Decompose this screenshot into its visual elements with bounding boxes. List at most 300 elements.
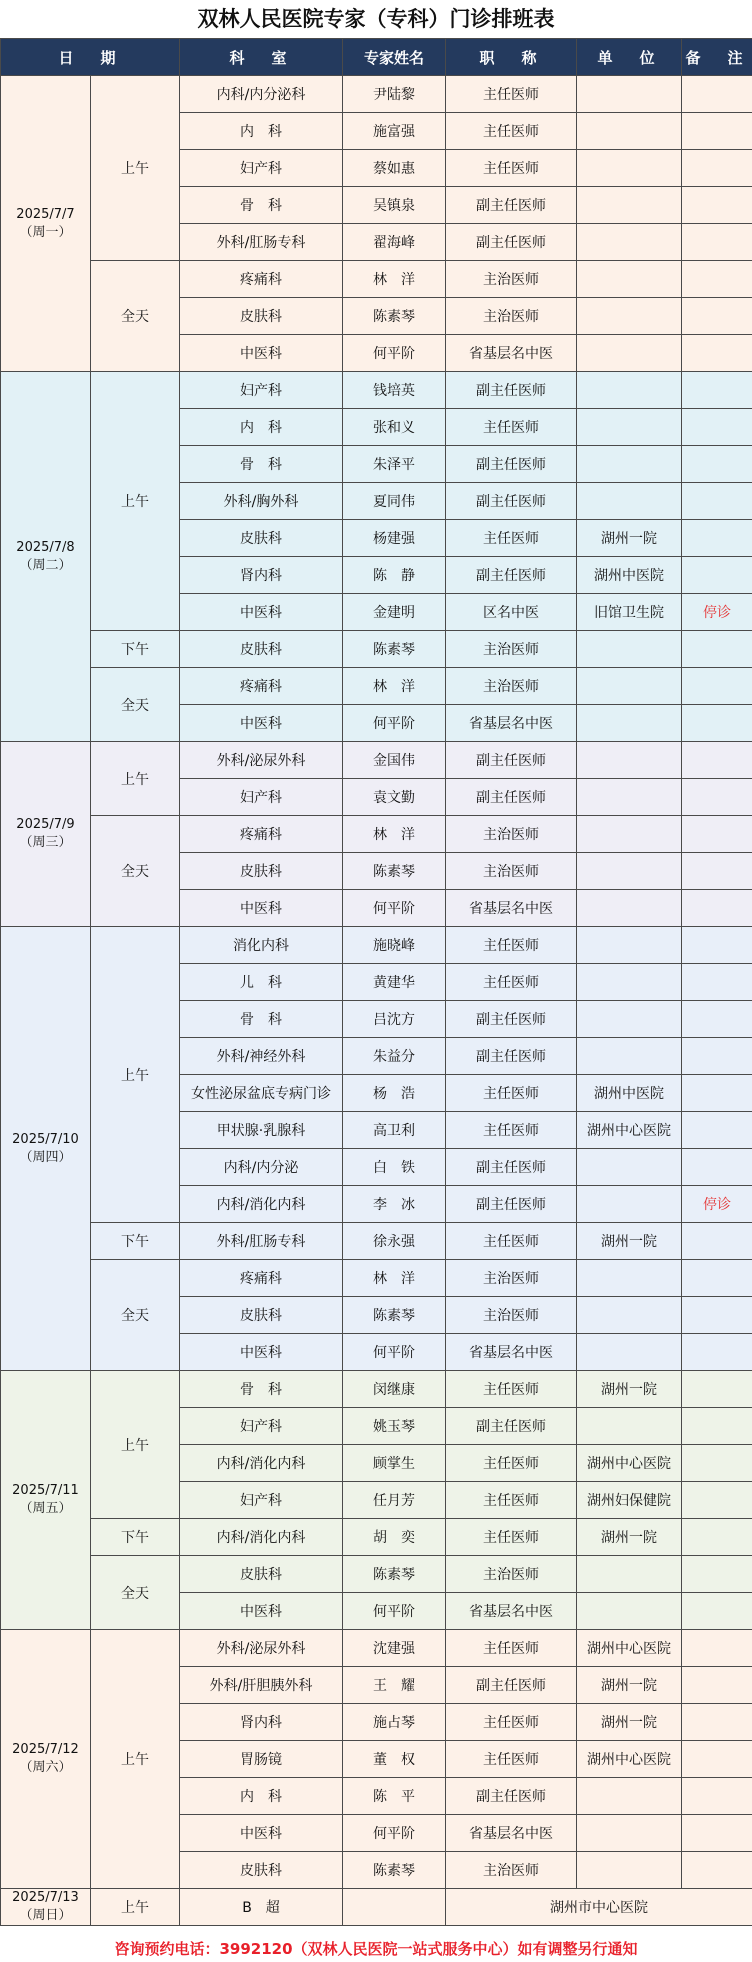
dept-cell: 肾内科 [180,1704,343,1741]
title-cell: 主任医师 [446,1075,577,1112]
dept-cell: 骨 科 [180,1001,343,1038]
dept-cell: 中医科 [180,1815,343,1852]
title-cell: 主任医师 [446,76,577,113]
title-cell: 主治医师 [446,1556,577,1593]
remark-cell [682,1704,752,1741]
title-cell: 主任医师 [446,520,577,557]
title-cell: 省基层名中医 [446,1815,577,1852]
unit-cell [577,1334,682,1371]
name-cell: 林 洋 [343,1260,446,1297]
remark-cell [682,224,752,261]
remark-cell [682,890,752,927]
name-cell: 沈建强 [343,1630,446,1667]
unit-cell [577,150,682,187]
title-cell: 副主任医师 [446,483,577,520]
dept-cell: 疼痛科 [180,668,343,705]
dept-cell: 皮肤科 [180,298,343,335]
remark-cell [682,1297,752,1334]
name-cell: 林 洋 [343,816,446,853]
date-cell [1,1889,91,1926]
title-cell: 主治医师 [446,298,577,335]
dept-cell: 外科/肛肠专科 [180,1223,343,1260]
dept-cell: 皮肤科 [180,1556,343,1593]
dept-cell: 疼痛科 [180,1260,343,1297]
remark-cell [682,964,752,1001]
unit-cell [577,816,682,853]
unit-cell [577,927,682,964]
weekday-value: （周日） [19,1908,72,1923]
title-cell: 副主任医师 [446,1186,577,1223]
dept-cell: 皮肤科 [180,631,343,668]
weekday-value: （周四） [19,1149,72,1165]
unit-cell [577,1556,682,1593]
date-value: 2025/7/7 [16,206,75,222]
name-cell: 蔡如惠 [343,150,446,187]
title-cell: 区名中医 [446,594,577,631]
dept-cell: 内科/消化内科 [180,1519,343,1556]
remark-cell [682,1223,752,1260]
dept-cell: 内 科 [180,409,343,446]
unit-cell: 湖州一院 [577,1667,682,1704]
date-cell [1,1630,91,1889]
name-cell: 金建明 [343,594,446,631]
schedule-table [0,38,752,1926]
name-cell: 尹陆黎 [343,76,446,113]
dept-cell: 外科/泌尿外科 [180,1630,343,1667]
name-cell: 陈素琴 [343,1297,446,1334]
date-value: 2025/7/8 [16,539,75,555]
dept-cell: 外科/神经外科 [180,1038,343,1075]
dept-cell: 中医科 [180,705,343,742]
title-cell: 副主任医师 [446,224,577,261]
dept-cell: 妇产科 [180,372,343,409]
dept-cell: 中医科 [180,1334,343,1371]
dept-cell: 内 科 [180,113,343,150]
remark-cell [682,1075,752,1112]
period-cell: 上午 [91,372,180,631]
unit-cell [577,187,682,224]
table-row [1,372,752,409]
title-cell: 副主任医师 [446,1778,577,1815]
unit-cell [577,1593,682,1630]
unit-cell [577,409,682,446]
table-row [1,927,752,964]
unit-cell [577,1260,682,1297]
dept-cell: 消化内科 [180,927,343,964]
weekday-value: （周一） [19,224,72,240]
name-cell: 闵继康 [343,1371,446,1408]
remark-cell [682,1334,752,1371]
dept-cell: 中医科 [180,890,343,927]
period-cell: 下午 [91,1519,180,1556]
table-row [1,1260,752,1297]
remark-cell [682,1408,752,1445]
title-cell: 副主任医师 [446,1038,577,1075]
unit-cell [577,890,682,927]
dept-cell: 妇产科 [180,1408,343,1445]
remark-cell [682,927,752,964]
name-cell: 陈素琴 [343,631,446,668]
title-cell: 副主任医师 [446,557,577,594]
period-cell: 上午 [91,1889,180,1926]
period-cell: 全天 [91,1260,180,1371]
remark-cell [682,76,752,113]
unit-cell [577,742,682,779]
name-cell: 白 铁 [343,1149,446,1186]
name-cell: 陈素琴 [343,1852,446,1889]
title-cell: 主治医师 [446,853,577,890]
date-value: 2025/7/11 [12,1483,79,1498]
name-cell: 翟海峰 [343,224,446,261]
name-cell: 杨 浩 [343,1075,446,1112]
name-cell: 徐永强 [343,1223,446,1260]
remark-cell [682,1371,752,1408]
unit-cell [577,113,682,150]
date-value: 2025/7/9 [16,817,75,832]
title-cell: 副主任医师 [446,1001,577,1038]
weekday-value: （周五） [19,1501,72,1516]
name-cell: 姚玉琴 [343,1408,446,1445]
dept-cell: 中医科 [180,1593,343,1630]
name-cell: 陈 静 [343,557,446,594]
footer-contact: 咨询预约电话：3992120（双林人民医院一站式服务中心）如有调整另行通知 [114,1940,638,1958]
period-cell: 下午 [91,631,180,668]
name-cell: 胡 奕 [343,1519,446,1556]
dept-cell: 中医科 [180,594,343,631]
table-row [1,1519,752,1556]
dept-cell: 骨 科 [180,187,343,224]
remark-cell [682,1038,752,1075]
header-unit: 单 位 [577,39,682,76]
dept-cell: 疼痛科 [180,261,343,298]
title-cell: 主任医师 [446,1519,577,1556]
unit-cell: 湖州中医院 [577,557,682,594]
name-cell: 林 洋 [343,261,446,298]
unit-cell [577,631,682,668]
table-row [1,261,752,298]
dept-cell: 胃肠镜 [180,1741,343,1778]
name-cell: 高卫利 [343,1112,446,1149]
unit-cell [577,372,682,409]
remark-cell [682,631,752,668]
remark-cell [682,742,752,779]
name-cell: 何平阶 [343,1334,446,1371]
title-cell: 副主任医师 [446,779,577,816]
remark-cell [682,1260,752,1297]
table-row [1,742,752,779]
unit-cell: 湖州中心医院 [577,1112,682,1149]
remark-cell: 停诊 [682,594,752,631]
title-cell: 主治医师 [446,1297,577,1334]
period-cell: 下午 [91,1223,180,1260]
title-cell: 主治医师 [446,631,577,668]
title-cell: 主任医师 [446,409,577,446]
name-cell [343,1889,446,1926]
remark-cell [682,520,752,557]
remark-cell [682,187,752,224]
name-cell: 任月芳 [343,1482,446,1519]
remark-cell [682,1556,752,1593]
date-cell [1,742,91,927]
table-row [1,1371,752,1408]
table-row [1,76,752,113]
remark-cell [682,816,752,853]
title-cell: 省基层名中医 [446,1334,577,1371]
title-cell: 主任医师 [446,1704,577,1741]
remark-cell [682,335,752,372]
dept-cell: 骨 科 [180,446,343,483]
dept-cell: 内 科 [180,1778,343,1815]
dept-cell: 皮肤科 [180,853,343,890]
remark-cell [682,853,752,890]
table-row [1,1223,752,1260]
remark-cell [682,779,752,816]
dept-cell: 中医科 [180,335,343,372]
title-cell: 主任医师 [446,1371,577,1408]
table-row [1,631,752,668]
unit-cell: 湖州中心医院 [577,1741,682,1778]
remark-cell [682,1001,752,1038]
dept-cell: 疼痛科 [180,816,343,853]
dept-cell: 内科/内分泌科 [180,76,343,113]
remark-cell [682,446,752,483]
header-date: 日 期 [1,39,180,76]
remark-cell [682,1667,752,1704]
date-value: 2025/7/13 [12,1890,79,1905]
title-cell: 副主任医师 [446,1667,577,1704]
name-cell: 何平阶 [343,1593,446,1630]
date-cell [1,76,91,372]
dept-cell: 骨 科 [180,1371,343,1408]
name-cell: 陈素琴 [343,853,446,890]
remark-cell [682,409,752,446]
title-cell: 主治医师 [446,1260,577,1297]
unit-cell: 湖州中心医院 [577,1445,682,1482]
dept-cell: 肾内科 [180,557,343,594]
dept-cell: 外科/泌尿外科 [180,742,343,779]
remark-cell [682,372,752,409]
header-dept: 科 室 [180,39,343,76]
period-cell: 全天 [91,668,180,742]
remark-cell [682,1778,752,1815]
remark-cell [682,113,752,150]
dept-cell: 儿 科 [180,964,343,1001]
remark-cell [682,1741,752,1778]
table-row [1,816,752,853]
name-cell: 袁文勤 [343,779,446,816]
period-cell: 全天 [91,816,180,927]
title-cell: 副主任医师 [446,1408,577,1445]
name-cell: 杨建强 [343,520,446,557]
unit-cell [577,853,682,890]
header-title: 职 称 [446,39,577,76]
unit-cell [577,1408,682,1445]
unit-cell [577,483,682,520]
name-cell: 何平阶 [343,705,446,742]
weekday-value: （周三） [19,835,72,850]
header-name: 专家姓名 [343,39,446,76]
name-cell: 吕沈方 [343,1001,446,1038]
name-cell: 林 洋 [343,668,446,705]
name-cell: 何平阶 [343,335,446,372]
table-row [1,1630,752,1667]
dept-cell: 妇产科 [180,779,343,816]
unit-cell [577,1815,682,1852]
remark-cell [682,261,752,298]
name-cell: 夏同伟 [343,483,446,520]
period-cell: 上午 [91,1630,180,1889]
table-row [1,1889,752,1926]
date-value: 2025/7/10 [12,1131,79,1147]
name-cell: 张和义 [343,409,446,446]
date-cell [1,927,91,1371]
remark-cell: 停诊 [682,1186,752,1223]
unit-cell [577,1778,682,1815]
period-cell: 上午 [91,1371,180,1519]
unit-cell [577,446,682,483]
period-cell: 上午 [91,742,180,816]
unit-cell: 湖州妇保健院 [577,1482,682,1519]
date-cell [1,372,91,742]
title-cell: 主任医师 [446,964,577,1001]
unit-cell [577,964,682,1001]
title-cell: 副主任医师 [446,446,577,483]
name-cell: 施占琴 [343,1704,446,1741]
dept-cell: 甲状腺·乳腺科 [180,1112,343,1149]
remark-cell [682,705,752,742]
remark-cell [682,557,752,594]
unit-cell [577,1001,682,1038]
period-cell: 上午 [91,927,180,1223]
unit-cell: 湖州一院 [577,1519,682,1556]
remark-cell [682,1630,752,1667]
title-cell: 省基层名中医 [446,335,577,372]
title-cell: 主任医师 [446,1630,577,1667]
title-cell: 主任医师 [446,150,577,187]
header-row [1,39,752,76]
title-cell: 副主任医师 [446,1149,577,1186]
remark-cell [682,1852,752,1889]
name-cell: 何平阶 [343,890,446,927]
name-cell: 黄建华 [343,964,446,1001]
dept-cell: 皮肤科 [180,520,343,557]
dept-cell: 皮肤科 [180,1297,343,1334]
title-cell: 省基层名中医 [446,705,577,742]
remark-cell [682,150,752,187]
unit-cell: 湖州中医院 [577,1075,682,1112]
title-cell: 主治医师 [446,816,577,853]
title-cell: 主治医师 [446,1852,577,1889]
unit-cell [577,1297,682,1334]
unit-cell [577,76,682,113]
name-cell: 金国伟 [343,742,446,779]
title-cell: 主任医师 [446,113,577,150]
page-title: 双林人民医院专家（专科）门诊排班表 [197,7,555,31]
unit-cell: 湖州一院 [577,1704,682,1741]
dept-cell: 妇产科 [180,150,343,187]
title-cell: 主任医师 [446,1482,577,1519]
dept-cell: 外科/肝胆胰外科 [180,1667,343,1704]
dept-cell: 妇产科 [180,1482,343,1519]
table-row [1,1556,752,1593]
header-remark: 备 注 [682,39,752,76]
title-cell: 主任医师 [446,927,577,964]
period-cell: 全天 [91,261,180,372]
remark-cell [682,1593,752,1630]
remark-cell [682,1445,752,1482]
dept-cell: 内科/消化内科 [180,1445,343,1482]
dept-cell: 皮肤科 [180,1852,343,1889]
period-cell: 上午 [91,76,180,261]
dept-cell: 内科/消化内科 [180,1186,343,1223]
unit-cell [577,1852,682,1889]
name-cell: 施富强 [343,113,446,150]
name-cell: 吴镇泉 [343,187,446,224]
title-cell: 主任医师 [446,1223,577,1260]
remark-cell [682,1482,752,1519]
name-cell: 朱益分 [343,1038,446,1075]
title-cell: 主任医师 [446,1445,577,1482]
unit-cell [577,224,682,261]
name-cell: 陈素琴 [343,1556,446,1593]
remark-cell [682,668,752,705]
title-cell: 主治医师 [446,668,577,705]
unit-cell: 湖州一院 [577,1371,682,1408]
dept-cell: 外科/肛肠专科 [180,224,343,261]
title-cell: 省基层名中医 [446,890,577,927]
title-cell: 主治医师 [446,261,577,298]
remark-cell [682,1149,752,1186]
unit-cell: 湖州一院 [577,520,682,557]
unit-cell [577,779,682,816]
name-cell: 陈素琴 [343,298,446,335]
name-cell: 陈 平 [343,1778,446,1815]
title-cell: 主任医师 [446,1741,577,1778]
name-cell: 施晓峰 [343,927,446,964]
dept-cell: 女性泌尿盆底专病门诊 [180,1075,343,1112]
name-cell: 王 耀 [343,1667,446,1704]
unit-cell [577,1038,682,1075]
unit-cell: 旧馆卫生院 [577,594,682,631]
name-cell: 董 权 [343,1741,446,1778]
table-row [1,668,752,705]
unit-cell [577,298,682,335]
title-cell: 副主任医师 [446,742,577,779]
title-cell: 副主任医师 [446,187,577,224]
remark-cell [682,1519,752,1556]
date-value: 2025/7/12 [12,1742,79,1757]
unit-cell [577,335,682,372]
unit-cell [577,668,682,705]
dept-cell: 内科/内分泌 [180,1149,343,1186]
name-cell: 何平阶 [343,1815,446,1852]
unit-cell [577,1149,682,1186]
weekday-value: （周六） [19,1760,72,1775]
remark-cell [682,298,752,335]
dept-cell: B 超 [180,1889,343,1926]
remark-cell [682,1112,752,1149]
date-cell [1,1371,91,1630]
unit-cell [577,261,682,298]
title-cell: 副主任医师 [446,372,577,409]
title-cell: 湖州市中心医院 [446,1889,752,1926]
name-cell: 朱泽平 [343,446,446,483]
dept-cell: 外科/胸外科 [180,483,343,520]
unit-cell: 湖州一院 [577,1223,682,1260]
unit-cell: 湖州中心医院 [577,1630,682,1667]
title-cell: 主任医师 [446,1112,577,1149]
name-cell: 李 冰 [343,1186,446,1223]
